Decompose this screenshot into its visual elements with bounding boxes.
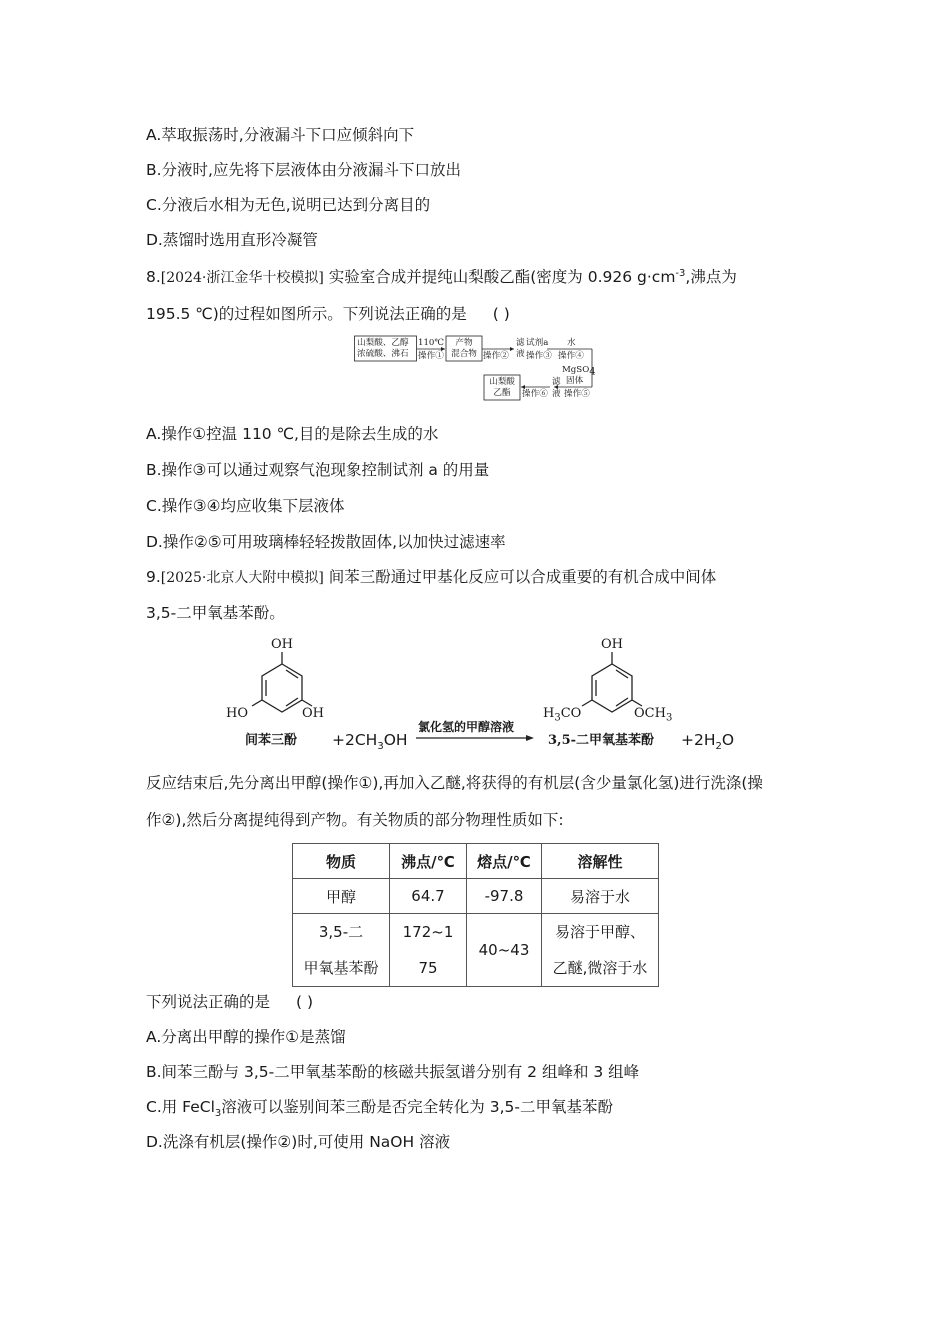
fc-op6: 操作⑥ — [522, 389, 548, 399]
q9-option-c-text: C.用 FeCl — [146, 1098, 215, 1116]
fc-reactants-1: 山梨酸、乙醇 — [357, 338, 409, 348]
cell-text: 3,5-二 — [318, 923, 364, 941]
reactant-oh-left: HO — [226, 706, 248, 721]
table-header-bp: 沸点/℃ — [390, 844, 467, 879]
q9-option-d: D.洗涤有机层(操作②)时,可使用 NaOH 溶液 — [146, 1133, 451, 1151]
fc-filtrate1-2: 液 — [516, 349, 525, 359]
properties-table — [292, 843, 659, 987]
fc-mix-1: 产物 — [455, 338, 473, 348]
q9-stem-text: 间苯三酚通过甲基化反应可以合成重要的有机合成中间体 — [328, 568, 717, 586]
fc-reactants-2: 浓硫酸、沸石 — [357, 349, 409, 359]
fc-mix-2: 混合物 — [451, 349, 477, 359]
cell-substance: 甲醇 — [293, 879, 390, 914]
q9-para-line2: 作②),然后分离提纯得到产物。有关物质的部分物理性质如下: — [146, 811, 564, 829]
q9-option-c-tail: 溶液可以鉴别间苯三酚是否完全转化为 3,5-二甲氧基苯酚 — [221, 1098, 613, 1116]
table-row — [293, 914, 659, 987]
fc-reagent-a: 试剂a — [526, 338, 549, 348]
table-header-solubility: 溶解性 — [542, 844, 659, 879]
fc-op1: 操作① — [418, 351, 444, 361]
cell-mp: -97.8 — [467, 879, 542, 914]
fc-op4: 操作④ — [558, 351, 584, 361]
q9-source: [2025·北京人大附中模拟] — [160, 570, 324, 586]
product-left-group — [543, 706, 582, 724]
fc-mgso4-text: MgSO — [562, 365, 590, 375]
cell-bp — [390, 914, 467, 987]
fc-product-2: 乙酯 — [493, 388, 511, 398]
q9-answer-paren: ( ) — [296, 993, 314, 1011]
q9-option-c — [146, 1097, 613, 1120]
q9-option-b: B.间苯三酚与 3,5-二甲氧基苯酚的核磁共振氢谱分别有 2 组峰和 3 组峰 — [146, 1063, 640, 1081]
fc-temp: 110℃ — [418, 338, 445, 348]
fc-op5: 操作⑤ — [564, 389, 590, 399]
q8-number: 8. — [146, 268, 161, 286]
cell-bp: 64.7 — [390, 879, 467, 914]
reactant-name: 间苯三酚 — [245, 733, 298, 748]
fc-filtrate1-1: 滤 — [516, 338, 525, 348]
reactant-oh-top: OH — [271, 637, 293, 652]
product-left-h: H — [543, 706, 555, 721]
fc-water: 水 — [567, 338, 576, 348]
q9-question-text: 下列说法正确的是 — [146, 993, 271, 1011]
methanol-text: +2CH — [332, 731, 378, 749]
q8-option-b: B.操作③可以通过观察气泡现象控制试剂 a 的用量 — [146, 461, 490, 479]
cell-text: 75 — [418, 959, 438, 977]
cell-text: 172~1 — [402, 923, 454, 941]
water-text: +2H — [681, 731, 716, 749]
fc-op3: 操作③ — [526, 351, 552, 361]
cell-text: 乙醚,微溶于水 — [552, 959, 648, 977]
fc-filtrate2-1: 滤 — [552, 377, 561, 387]
q8-option-c: C.操作③④均应收集下层液体 — [146, 497, 345, 515]
q9-option-a: A.分离出甲醇的操作①是蒸馏 — [146, 1028, 346, 1046]
product-right-sub: 3 — [665, 712, 673, 724]
fc-op2: 操作② — [483, 351, 509, 361]
fc-mgso4-sub: 4 — [589, 366, 596, 378]
fc-mgso4-2: 固体 — [566, 376, 584, 386]
product-left-co: CO — [560, 706, 582, 721]
q8-stem-sup: -3 — [675, 267, 686, 279]
water-tail: O — [721, 731, 735, 749]
q8-stem-tail: ,沸点为 — [685, 268, 737, 286]
q8-stem-text: 实验室合成并提纯山梨酸乙酯(密度为 0.926 g·cm — [328, 268, 676, 286]
cell-solubility: 易溶于水 — [542, 879, 659, 914]
q9-number: 9. — [146, 568, 161, 586]
q9-question — [146, 992, 313, 1012]
table-header-mp: 熔点/℃ — [467, 844, 542, 879]
reaction-condition: 氯化氢的甲醇溶液 — [418, 720, 515, 734]
reactant-oh-right: OH — [302, 706, 324, 721]
q8-option-d: D.操作②⑤可用玻璃棒轻轻拨散固体,以加快过滤速率 — [146, 533, 506, 551]
q9-para-line1: 反应结束后,先分离出甲醇(操作①),再加入乙醚,将获得的有机层(含少量氯化氢)进行洗涤(操 — [146, 774, 763, 792]
q7-option-d: D.蒸馏时选用直形冷凝管 — [146, 231, 318, 249]
methanol-sub: 3 — [377, 741, 384, 753]
methanol-term — [332, 731, 408, 753]
cell-substance — [293, 914, 390, 987]
methanol-tail: OH — [383, 731, 408, 749]
product-right-group — [634, 706, 673, 724]
cell-text: 甲氧基苯酚 — [303, 959, 379, 977]
cell-text: 易溶于甲醇、 — [554, 923, 645, 941]
table-header-substance: 物质 — [293, 844, 390, 879]
q7-option-c: C.分液后水相为无色,说明已达到分离目的 — [146, 196, 431, 214]
q7-option-b: B.分液时,应先将下层液体由分液漏斗下口放出 — [146, 161, 461, 179]
product-benzene-ring — [592, 664, 632, 712]
q8-stem-text2: 195.5 ℃)的过程如图所示。下列说法正确的是 — [146, 305, 467, 323]
fc-filtrate2-2: 液 — [552, 389, 561, 399]
product-right-och: OCH — [634, 706, 666, 721]
q8-answer-paren: ( ) — [492, 305, 510, 323]
q9-stem-line2: 3,5-二甲氧基苯酚。 — [146, 604, 285, 622]
product-name: 3,5-二甲氧基苯酚 — [548, 733, 655, 748]
water-sub: 2 — [715, 741, 722, 753]
q7-option-a: A.萃取振荡时,分液漏斗下口应倾斜向下 — [146, 126, 415, 144]
cell-solubility — [542, 914, 659, 987]
water-term — [681, 731, 735, 753]
cell-mp: 40~43 — [467, 914, 542, 987]
fc-product-1: 山梨酸 — [489, 377, 515, 387]
q8-option-a: A.操作①控温 110 ℃,目的是除去生成的水 — [146, 425, 439, 443]
table-row — [293, 879, 659, 914]
product-oh-top: OH — [601, 637, 623, 652]
reactant-benzene-ring — [262, 664, 302, 712]
product-left-sub: 3 — [554, 712, 561, 724]
q9-option-c-sub: 3 — [214, 1108, 222, 1120]
q8-source: [2024·浙江金华十校模拟] — [160, 270, 324, 286]
